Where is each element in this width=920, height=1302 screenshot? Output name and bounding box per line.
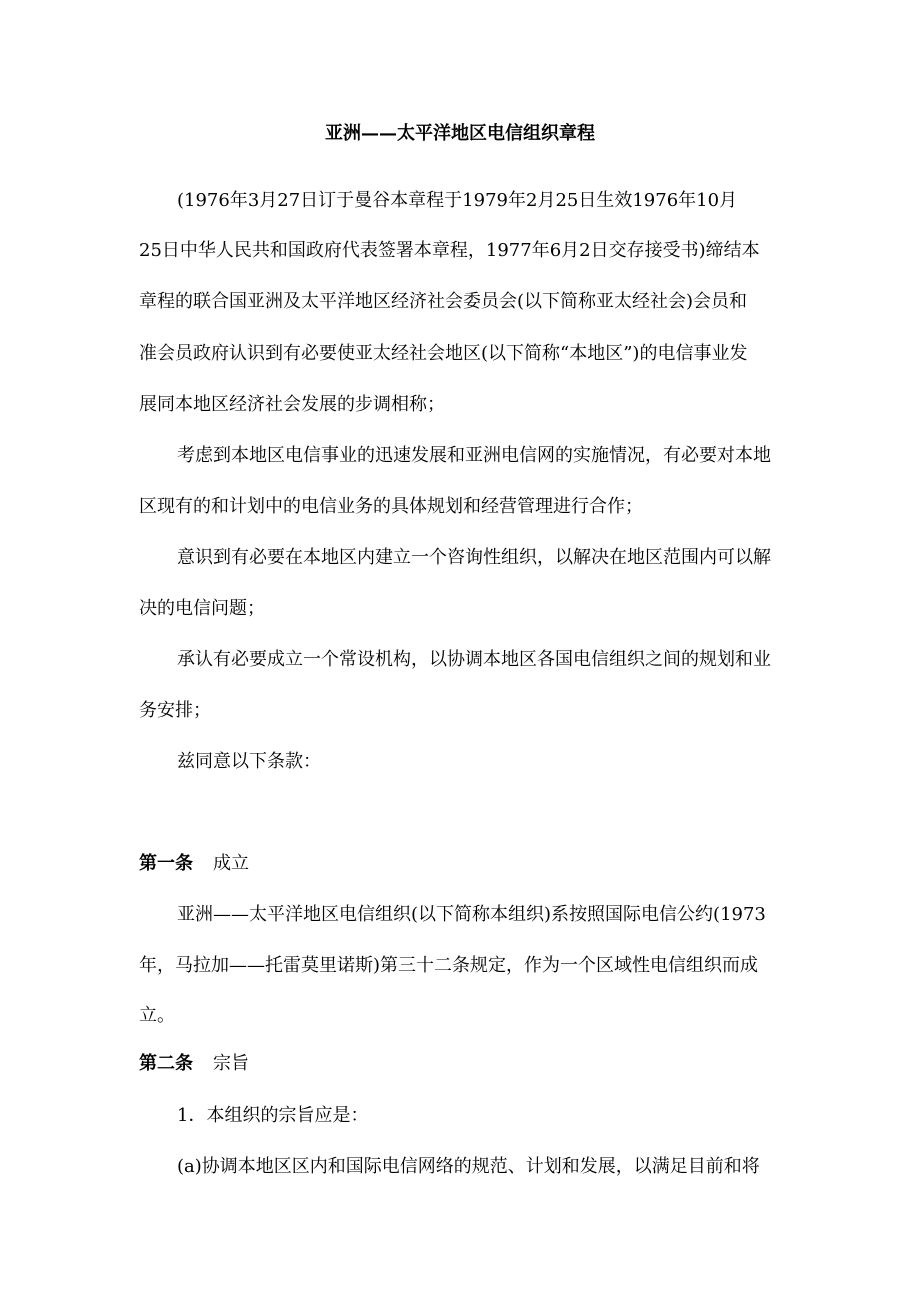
article-line: 立。 bbox=[139, 1005, 175, 1026]
preamble-line: 务安排； bbox=[139, 700, 211, 721]
article-item: 1．本组织的宗旨应是： bbox=[177, 1105, 369, 1126]
preamble-line: 章程的联合国亚洲及太平洋地区经济社会委员会(以下简称亚太经社会)会员和 bbox=[139, 291, 748, 312]
article-line: 年，马拉加——托雷莫里诺斯)第三十二条规定，作为一个区域性电信组织而成 bbox=[139, 955, 759, 976]
article-number: 第二条 bbox=[139, 1053, 193, 1074]
article-number: 第一条 bbox=[139, 853, 193, 874]
preamble-line: 25日中华人民共和国政府代表签署本章程，1977年6月2日交存接受书)缔结本 bbox=[139, 240, 760, 261]
preamble-line: 准会员政府认识到有必要使亚太经社会地区(以下简称“本地区”)的电信事业发 bbox=[139, 343, 748, 364]
article-name: 宗旨 bbox=[213, 1053, 249, 1074]
preamble-line: 意识到有必要在本地区内建立一个咨询性组织，以解决在地区范围内可以解 bbox=[177, 547, 771, 568]
preamble-line: 兹同意以下条款： bbox=[177, 751, 321, 772]
article-item: (a)协调本地区区内和国际电信网络的规范、计划和发展，以满足目前和将 bbox=[177, 1156, 760, 1177]
document-title: 亚洲——太平洋地区电信组织章程 bbox=[325, 123, 595, 144]
article-heading bbox=[139, 852, 249, 876]
preamble-line: 展同本地区经济社会发展的步调相称； bbox=[139, 394, 445, 415]
preamble-line: 决的电信问题； bbox=[139, 598, 265, 619]
preamble-line: 区现有的和计划中的电信业务的具体规划和经营管理进行合作； bbox=[139, 496, 643, 517]
article-name: 成立 bbox=[213, 853, 249, 874]
article-heading bbox=[139, 1052, 249, 1076]
preamble-line: 承认有必要成立一个常设机构，以协调本地区各国电信组织之间的规划和业 bbox=[177, 649, 771, 670]
preamble-line: (1976年3月27日订于曼谷本章程于1979年2月25日生效1976年10月 bbox=[177, 190, 738, 211]
article-line: 亚洲——太平洋地区电信组织(以下简称本组织)系按照国际电信公约(1973 bbox=[177, 904, 766, 925]
preamble-line: 考虑到本地区电信事业的迅速发展和亚洲电信网的实施情况，有必要对本地 bbox=[177, 445, 771, 466]
